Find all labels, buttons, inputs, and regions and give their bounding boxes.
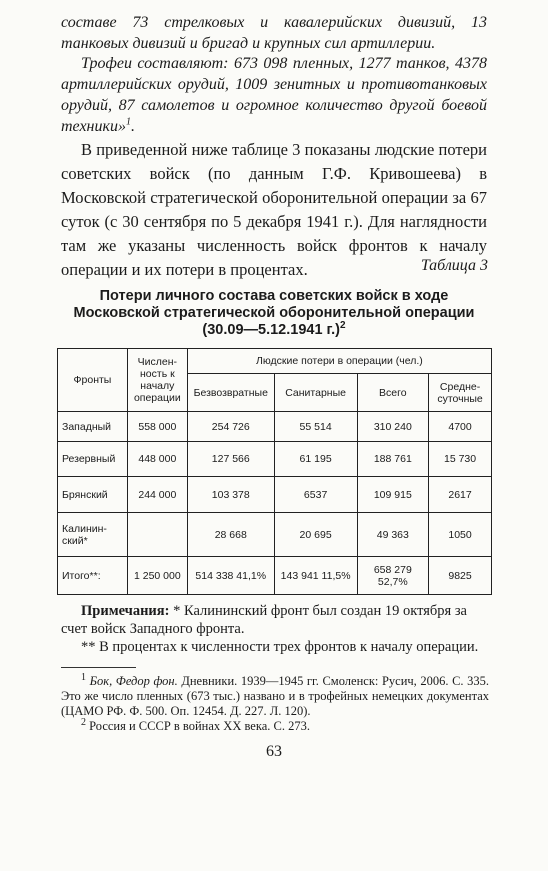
cell-irrecoverable: 127 566: [187, 442, 274, 477]
header-fronts: Фронты: [58, 349, 128, 412]
footnote-2-text: Россия и СССР в войнах XX века. С. 273.: [86, 719, 310, 733]
footnotes: [61, 671, 490, 734]
footnote-1: [61, 671, 490, 719]
table-row: [58, 442, 492, 477]
quote-end: .: [130, 118, 135, 135]
header-daily: Средне-суточные: [429, 374, 492, 412]
losses-table: [57, 348, 492, 595]
cell-front: Западный: [58, 412, 128, 442]
cell-strength: 244 000: [127, 477, 187, 513]
footnote-2: [61, 716, 489, 734]
cell-sanitary: 61 195: [274, 442, 357, 477]
cell-total: 49 363: [357, 513, 429, 557]
header-irrecoverable: Безвозвратные: [187, 374, 274, 412]
note-2: ** В процентах к численности трех фронтов к началу операции.: [81, 639, 479, 655]
quote-paragraph-2: [61, 53, 487, 137]
table-row: [58, 477, 492, 513]
footnote-1-mark: 1: [81, 671, 86, 683]
table-row-total: [58, 557, 492, 595]
table-header-row-1: [58, 349, 492, 374]
table-label: Таблица 3: [420, 257, 488, 274]
footnote-1-text: Дневники. 1939—1945 гг. Смоленск: Русич, 2006. С. 335. Это же число пленных (673 тыс.) названо и в трофейных немецких документах (ЦАМО РФ. Ф. 500. Оп. 12454. Д. 227. Л. 120).: [61, 674, 490, 718]
header-total: Всего: [357, 374, 429, 412]
table-caption: [64, 288, 484, 339]
footnote-1-author: Бок, Федор фон.: [89, 674, 178, 688]
cell-front: Итого**:: [58, 557, 128, 595]
footnote-ref-2: 2: [340, 320, 346, 332]
cell-front: Резервный: [58, 442, 128, 477]
quote-text-2: Трофеи составляют: 673 098 пленных, 1277 танков, 4378 артиллерийских орудий, 1009 зенитных и противотанковых орудий, 87 самолетов и огромное количество другой боевой техники»: [61, 55, 487, 135]
cell-total: 188 761: [357, 442, 429, 477]
cell-daily: 1050: [429, 513, 492, 557]
cell-irrecoverable: 28 668: [187, 513, 274, 557]
footnote-divider: [61, 667, 136, 668]
cell-sanitary: 143 941 11,5%: [274, 557, 357, 595]
cell-daily: 9825: [429, 557, 492, 595]
cell-daily: 15 730: [429, 442, 492, 477]
cell-sanitary: 6537: [274, 477, 357, 513]
header-losses-group: Людские потери в операции (чел.): [187, 349, 491, 374]
footnote-ref-1: 1: [125, 116, 131, 128]
cell-strength: 558 000: [127, 412, 187, 442]
cell-daily: 2617: [429, 477, 492, 513]
note-1-text: * Калининский фронт был создан 19 октября за счет войск Западного фронта.: [61, 603, 467, 637]
cell-total: 109 915: [357, 477, 429, 513]
footnote-2-mark: 2: [81, 716, 86, 728]
cell-daily: 4700: [429, 412, 492, 442]
cell-sanitary: 20 695: [274, 513, 357, 557]
table-notes: [61, 602, 486, 656]
table-row: [58, 513, 492, 557]
cell-sanitary: 55 514: [274, 412, 357, 442]
cell-front: Брянский: [58, 477, 128, 513]
cell-irrecoverable: 103 378: [187, 477, 274, 513]
cell-total: 658 279 52,7%: [357, 557, 429, 595]
header-sanitary: Санитарные: [274, 374, 357, 412]
cell-irrecoverable: 254 726: [187, 412, 274, 442]
header-strength: Числен-ность к началу операции: [127, 349, 187, 412]
cell-strength: 1 250 000: [127, 557, 187, 595]
notes-label: Примечания:: [81, 603, 170, 619]
quote-paragraph-1: [61, 12, 487, 54]
page-number: 63: [266, 743, 282, 760]
cell-strength: 448 000: [127, 442, 187, 477]
quote-text-1: составе 73 стрелковых и кавалерийских дивизий, 13 танковых дивизий и бригад и крупных сил артиллерии.: [61, 14, 487, 52]
intro-paragraph: В приведенной ниже таблице 3 показаны людские потери советских войск (по данным Г.Ф. Кривошеева) в Московской стратегической оборонительной операции за 67 суток (с 30 сентября по 5 декабря 1941 г.). Для наглядности там же указаны численность войск фронтов к началу операции и их потери в процентах.: [61, 140, 487, 279]
note-1: [61, 602, 486, 638]
table-row: [58, 412, 492, 442]
cell-total: 310 240: [357, 412, 429, 442]
table-caption-text: Потери личного состава советских войск в ходе Московской стратегической оборонительной операции (30.09—5.12.1941 г.): [73, 288, 475, 338]
cell-strength: [127, 513, 187, 557]
cell-irrecoverable: 514 338 41,1%: [187, 557, 274, 595]
cell-front: Калинин-ский*: [58, 513, 128, 557]
